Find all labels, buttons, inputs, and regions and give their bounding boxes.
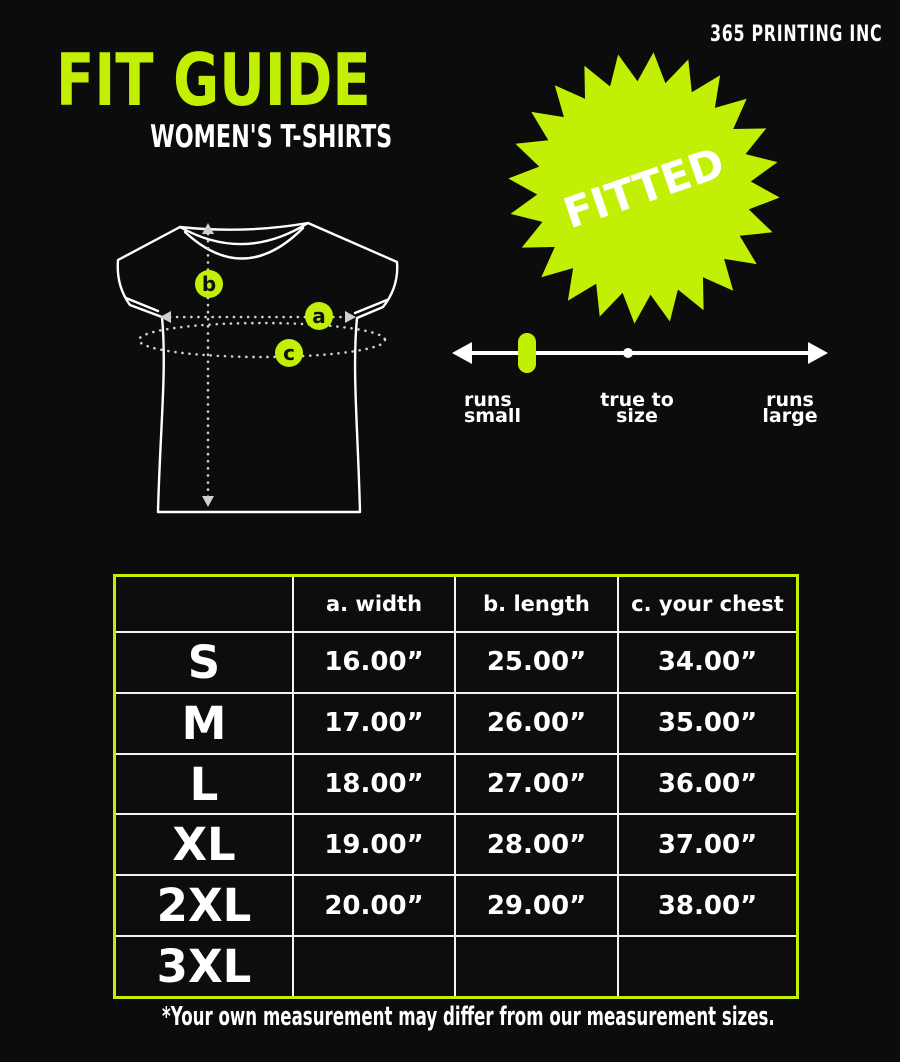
true-to-size-line1: true to [600, 389, 674, 411]
value-s-width: 16.00” [324, 647, 424, 678]
value-2xl-width: 20.00” [324, 890, 424, 921]
marker-b-label: b [201, 272, 217, 296]
table-row-m-chest [619, 694, 796, 753]
table-row-3xl-length [456, 937, 617, 996]
brand-text: 365 PRINTING INC [709, 22, 882, 47]
table-row-3xl-width [294, 937, 454, 996]
header-cell-length [456, 577, 617, 631]
size-table [113, 574, 799, 999]
page-title: FIT GUIDE [56, 38, 371, 122]
page-subtitle: WOMEN'S T-SHIRTS [150, 119, 393, 155]
scale-label-runs-large [752, 389, 828, 428]
table-row-l-length [456, 755, 617, 814]
table-row-3xl-chest [619, 937, 796, 996]
table-row-m-width [294, 694, 454, 753]
value-l-width: 18.00” [324, 769, 424, 800]
table-row-2xl-length [456, 876, 617, 935]
size-label-xl: XL [172, 818, 236, 872]
header-cell-width [294, 577, 454, 631]
table-row-s-size [116, 633, 292, 692]
value-m-length: 26.00” [486, 708, 587, 739]
table-row-xl-width [294, 815, 454, 874]
true-to-size-line2: size [616, 405, 658, 428]
size-label-m: M [181, 696, 227, 750]
table-row-m-length [456, 694, 617, 753]
fit-scale [450, 330, 830, 380]
value-xl-length: 28.00” [486, 829, 587, 860]
fit-position-marker [518, 333, 536, 373]
fitted-badge [506, 50, 782, 326]
table-row-s-width [294, 633, 454, 692]
value-s-length: 25.00” [486, 647, 587, 678]
runs-large-line1: runs [766, 389, 814, 411]
runs-small-line2: small [464, 405, 521, 428]
table-row-l-size [116, 755, 292, 814]
chest-measure-ellipse-c [139, 323, 385, 357]
arrowhead-down [202, 496, 214, 507]
value-m-width: 17.00” [324, 708, 424, 739]
header-width-label: a. width [325, 592, 423, 616]
table-row-xl-size [116, 815, 292, 874]
marker-a-label: a [312, 304, 326, 328]
table-row-l-width [294, 755, 454, 814]
table-row-s-length [456, 633, 617, 692]
footnote: *Your own measurement may differ from our measurement sizes. [162, 1002, 775, 1032]
table-row-s-chest [619, 633, 796, 692]
value-l-chest: 36.00” [657, 769, 758, 800]
true-to-size-dot [623, 348, 633, 358]
marker-c-label: c [283, 341, 295, 365]
table-row-2xl-chest [619, 876, 796, 935]
value-2xl-chest: 38.00” [657, 890, 758, 921]
table-row-m-size [116, 694, 292, 753]
header-chest-label: c. your chest [631, 592, 784, 616]
size-label-2xl: 2XL [156, 879, 252, 933]
tshirt-outline [118, 223, 397, 512]
scale-arrowhead-right [808, 342, 828, 364]
value-xl-width: 19.00” [324, 829, 424, 860]
fitted-badge-label: FITTED [557, 137, 731, 239]
size-label-l: L [189, 757, 219, 811]
scale-arrowhead-left [452, 342, 472, 364]
value-xl-chest: 37.00” [657, 829, 758, 860]
table-row-l-chest [619, 755, 796, 814]
header-cell-chest [619, 577, 796, 631]
size-label-3xl: 3XL [156, 940, 252, 994]
table-row-3xl-size [116, 937, 292, 996]
value-s-chest: 34.00” [657, 647, 758, 678]
value-2xl-length: 29.00” [486, 890, 587, 921]
table-row-xl-chest [619, 815, 796, 874]
size-label-s: S [187, 635, 221, 689]
header-cell-empty [116, 577, 292, 631]
runs-large-line2: large [762, 405, 818, 428]
fit-scale-labels [450, 389, 830, 438]
runs-small-line1: runs [464, 389, 512, 411]
table-row-2xl-size [116, 876, 292, 935]
table-row-xl-length [456, 815, 617, 874]
header-length-label: b. length [483, 592, 590, 616]
tshirt-diagram [90, 190, 430, 530]
value-l-length: 27.00” [486, 769, 587, 800]
table-row-2xl-width [294, 876, 454, 935]
value-m-chest: 35.00” [657, 708, 758, 739]
